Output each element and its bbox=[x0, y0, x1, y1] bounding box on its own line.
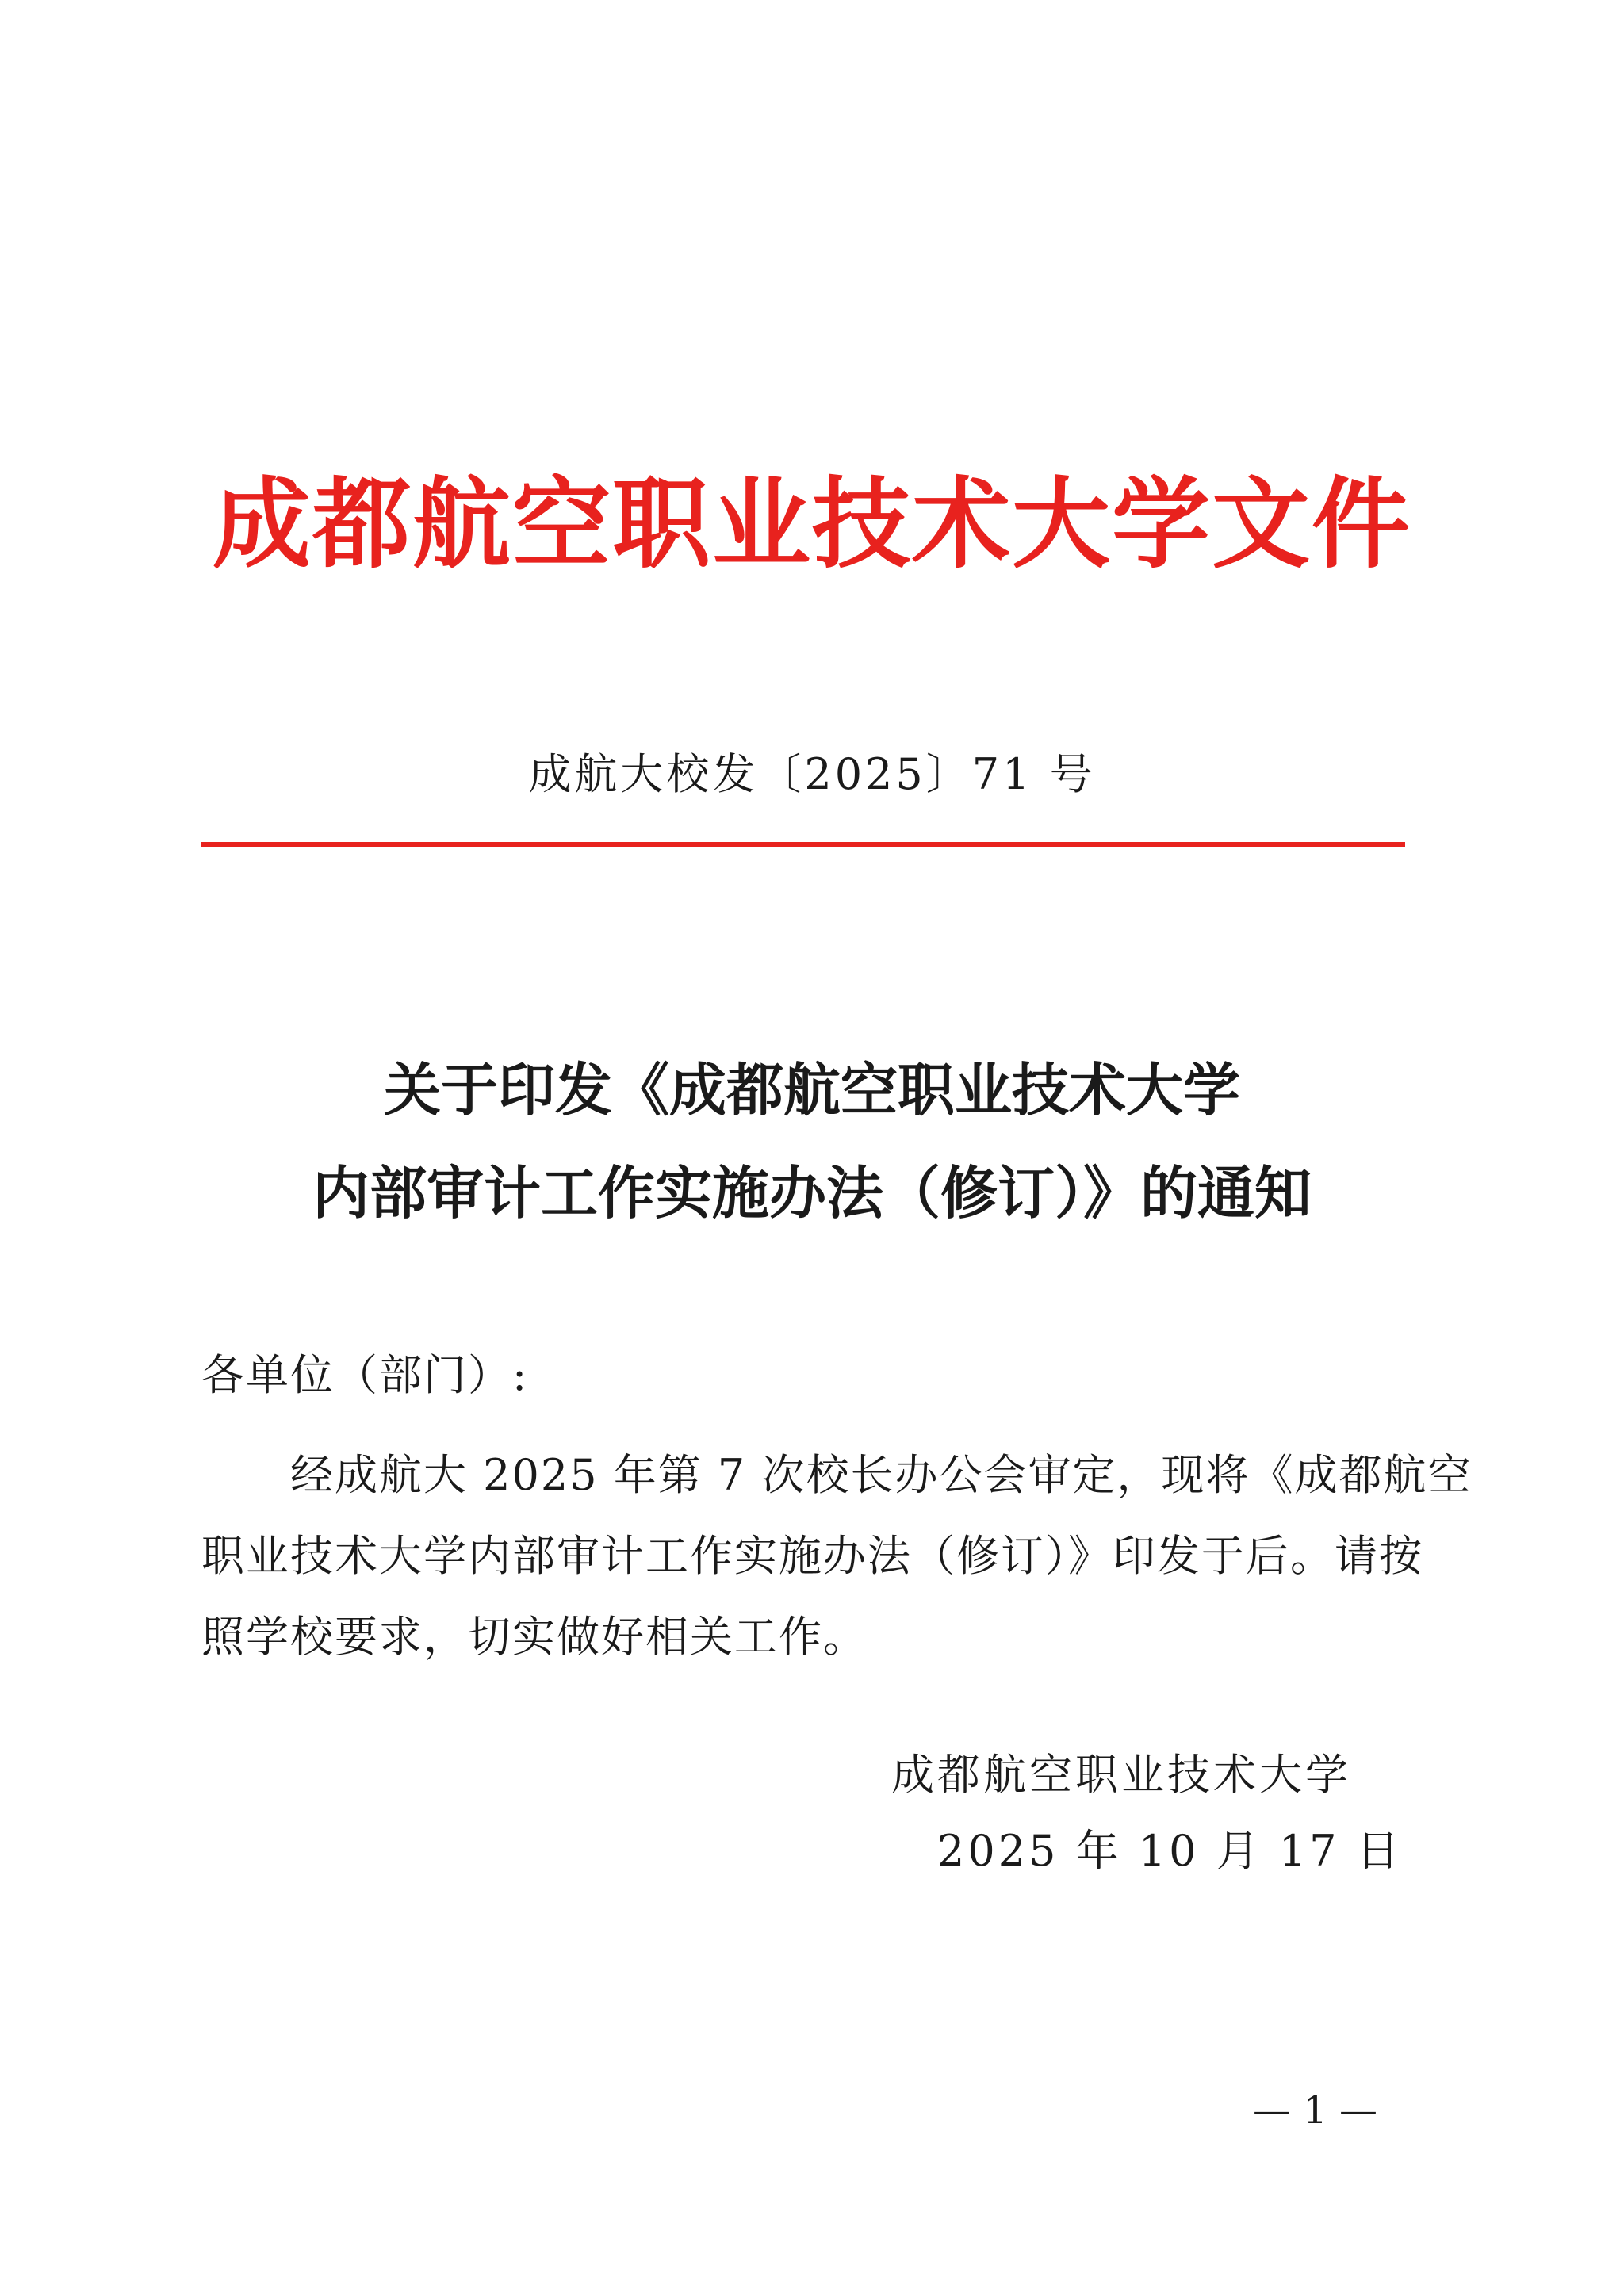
body-line-1: 经成航大 2025 年第 7 次校长办公会审定，现将《成都航空 bbox=[201, 1450, 1473, 1500]
notice-title-line-2: 内部审计工作实施办法（修订）》的通知 bbox=[312, 1160, 1312, 1226]
signature-organization: 成都航空职业技术大学 bbox=[891, 1750, 1351, 1800]
document-number: 成航大校发〔2025〕71 号 bbox=[528, 749, 1096, 799]
salutation: 各单位（部门）: bbox=[201, 1350, 529, 1400]
notice-title bbox=[0, 1039, 1624, 1245]
page-number: — 1 — bbox=[1253, 2088, 1378, 2133]
issuer-title: 成都航空职业技术大学文件 bbox=[212, 468, 1411, 582]
body-line-2: 职业技术大学内部审计工作实施办法（修订）》印发于后。请按 bbox=[201, 1531, 1423, 1581]
notice-title-line-1: 关于印发《成都航空职业技术大学 bbox=[383, 1057, 1240, 1123]
body-paragraph bbox=[201, 1435, 1473, 1678]
body-line-3: 照学校要求，切实做好相关工作。 bbox=[201, 1612, 868, 1662]
red-divider-line bbox=[201, 842, 1405, 847]
signature-date: 2025 年 10 月 17 日 bbox=[937, 1826, 1403, 1876]
